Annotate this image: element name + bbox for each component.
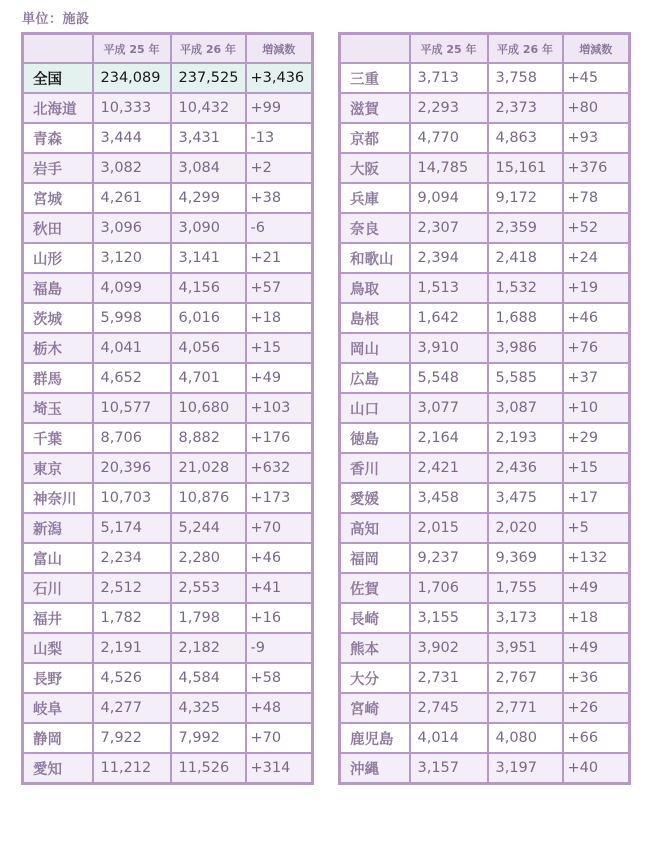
- h25-value-cell: 3,157: [410, 753, 488, 784]
- h26-value-cell: 2,359: [488, 213, 563, 243]
- h26-value-cell: 21,028: [171, 453, 246, 483]
- diff-value-cell: +49: [246, 363, 313, 393]
- prefecture-cell: 北海道: [23, 93, 93, 123]
- prefecture-cell: 静岡: [23, 723, 93, 753]
- h26-value-cell: 5,585: [488, 363, 563, 393]
- table-row: [340, 723, 630, 753]
- table-row: [340, 303, 630, 333]
- h25-value-cell: 2,293: [410, 93, 488, 123]
- h25-value-cell: 4,652: [93, 363, 171, 393]
- table-row: [23, 603, 313, 633]
- h26-value-cell: 2,418: [488, 243, 563, 273]
- h26-value-cell: 3,087: [488, 393, 563, 423]
- prefecture-cell: 香川: [340, 453, 410, 483]
- h26-value-cell: 4,863: [488, 123, 563, 153]
- prefecture-cell: 愛媛: [340, 483, 410, 513]
- prefecture-cell: 滋賀: [340, 93, 410, 123]
- h25-value-cell: 7,922: [93, 723, 171, 753]
- diff-value-cell: +24: [563, 243, 630, 273]
- diff-value-cell: +16: [246, 603, 313, 633]
- prefecture-cell: 青森: [23, 123, 93, 153]
- h26-value-cell: 3,758: [488, 63, 563, 93]
- h26-value-cell: 3,431: [171, 123, 246, 153]
- diff-value-cell: +58: [246, 663, 313, 693]
- table-row: [23, 273, 313, 303]
- prefecture-cell: 埼玉: [23, 393, 93, 423]
- h25-value-cell: 4,277: [93, 693, 171, 723]
- h25-value-cell: 8,706: [93, 423, 171, 453]
- header-h25: 平成 25 年: [93, 34, 171, 64]
- table-row: [23, 723, 313, 753]
- table-row: [23, 513, 313, 543]
- diff-value-cell: +103: [246, 393, 313, 423]
- table-row: [340, 573, 630, 603]
- prefecture-cell: 沖縄: [340, 753, 410, 784]
- h26-value-cell: 2,373: [488, 93, 563, 123]
- h25-value-cell: 10,703: [93, 483, 171, 513]
- diff-value-cell: +48: [246, 693, 313, 723]
- table-row: [340, 603, 630, 633]
- h26-value-cell: 2,553: [171, 573, 246, 603]
- diff-value-cell: +37: [563, 363, 630, 393]
- table-row: [23, 63, 313, 93]
- h25-value-cell: 1,513: [410, 273, 488, 303]
- table-row: [340, 123, 630, 153]
- table-row: [340, 273, 630, 303]
- prefecture-cell: 福井: [23, 603, 93, 633]
- diff-value-cell: +18: [246, 303, 313, 333]
- table-row: [340, 393, 630, 423]
- h25-value-cell: 4,770: [410, 123, 488, 153]
- header-h26: 平成 26 年: [488, 34, 563, 64]
- prefecture-cell: 長野: [23, 663, 93, 693]
- diff-value-cell: +93: [563, 123, 630, 153]
- diff-value-cell: +18: [563, 603, 630, 633]
- diff-value-cell: -6: [246, 213, 313, 243]
- diff-value-cell: +10: [563, 393, 630, 423]
- diff-value-cell: +176: [246, 423, 313, 453]
- table-row: [340, 213, 630, 243]
- prefecture-cell: 東京: [23, 453, 93, 483]
- h26-value-cell: 3,986: [488, 333, 563, 363]
- diff-value-cell: +3,436: [246, 63, 313, 93]
- header-pref: [23, 34, 93, 64]
- prefecture-cell: 新潟: [23, 513, 93, 543]
- h25-value-cell: 4,014: [410, 723, 488, 753]
- h25-value-cell: 3,902: [410, 633, 488, 663]
- h26-value-cell: 6,016: [171, 303, 246, 333]
- h25-value-cell: 3,082: [93, 153, 171, 183]
- h26-value-cell: 1,798: [171, 603, 246, 633]
- prefecture-cell: 愛知: [23, 753, 93, 784]
- h26-value-cell: 1,755: [488, 573, 563, 603]
- prefecture-cell: 兵庫: [340, 183, 410, 213]
- table-row: [340, 693, 630, 723]
- prefecture-cell: 大阪: [340, 153, 410, 183]
- diff-value-cell: +49: [563, 633, 630, 663]
- h26-value-cell: 3,084: [171, 153, 246, 183]
- prefecture-cell: 宮城: [23, 183, 93, 213]
- right-table: [338, 32, 631, 785]
- h25-value-cell: 2,307: [410, 213, 488, 243]
- h26-value-cell: 4,584: [171, 663, 246, 693]
- table-row: [340, 333, 630, 363]
- h26-value-cell: 10,876: [171, 483, 246, 513]
- prefecture-cell: 群馬: [23, 363, 93, 393]
- diff-value-cell: +57: [246, 273, 313, 303]
- h25-value-cell: 10,333: [93, 93, 171, 123]
- header-row: [23, 34, 313, 64]
- h26-value-cell: 2,182: [171, 633, 246, 663]
- h25-value-cell: 5,548: [410, 363, 488, 393]
- prefecture-cell: 岐阜: [23, 693, 93, 723]
- table-row: [23, 333, 313, 363]
- h26-value-cell: 2,767: [488, 663, 563, 693]
- h26-value-cell: 9,172: [488, 183, 563, 213]
- diff-value-cell: -9: [246, 633, 313, 663]
- h25-value-cell: 1,642: [410, 303, 488, 333]
- table-row: [23, 183, 313, 213]
- table-row: [23, 393, 313, 423]
- prefecture-cell: 茨城: [23, 303, 93, 333]
- h26-value-cell: 15,161: [488, 153, 563, 183]
- table-row: [23, 543, 313, 573]
- unit-label: 単位：施設: [22, 12, 90, 27]
- h26-value-cell: 3,951: [488, 633, 563, 663]
- h25-value-cell: 2,191: [93, 633, 171, 663]
- h25-value-cell: 3,096: [93, 213, 171, 243]
- h25-value-cell: 2,512: [93, 573, 171, 603]
- h26-value-cell: 10,432: [171, 93, 246, 123]
- table-row: [340, 243, 630, 273]
- diff-value-cell: +49: [563, 573, 630, 603]
- prefecture-cell: 徳島: [340, 423, 410, 453]
- diff-value-cell: +78: [563, 183, 630, 213]
- table-row: [340, 543, 630, 573]
- h26-value-cell: 5,244: [171, 513, 246, 543]
- h25-value-cell: 2,234: [93, 543, 171, 573]
- h26-value-cell: 3,141: [171, 243, 246, 273]
- h25-value-cell: 10,577: [93, 393, 171, 423]
- h26-value-cell: 4,325: [171, 693, 246, 723]
- h25-value-cell: 2,745: [410, 693, 488, 723]
- prefecture-cell: 熊本: [340, 633, 410, 663]
- diff-value-cell: +46: [563, 303, 630, 333]
- h26-value-cell: 4,156: [171, 273, 246, 303]
- h25-value-cell: 2,164: [410, 423, 488, 453]
- h25-value-cell: 4,099: [93, 273, 171, 303]
- h26-value-cell: 2,436: [488, 453, 563, 483]
- prefecture-cell: 神奈川: [23, 483, 93, 513]
- table-row: [23, 663, 313, 693]
- h26-value-cell: 9,369: [488, 543, 563, 573]
- table-row: [340, 753, 630, 784]
- h26-value-cell: 3,173: [488, 603, 563, 633]
- diff-value-cell: +15: [563, 453, 630, 483]
- prefecture-cell: 福岡: [340, 543, 410, 573]
- table-row: [23, 123, 313, 153]
- diff-value-cell: +38: [246, 183, 313, 213]
- prefecture-cell: 京都: [340, 123, 410, 153]
- left-table: [21, 32, 314, 785]
- h25-value-cell: 3,458: [410, 483, 488, 513]
- table-row: [23, 483, 313, 513]
- prefecture-cell: 石川: [23, 573, 93, 603]
- h26-value-cell: 1,688: [488, 303, 563, 333]
- diff-value-cell: +21: [246, 243, 313, 273]
- table-row: [23, 693, 313, 723]
- table-row: [23, 423, 313, 453]
- table-row: [340, 63, 630, 93]
- prefecture-cell: 三重: [340, 63, 410, 93]
- diff-value-cell: +173: [246, 483, 313, 513]
- table-row: [340, 453, 630, 483]
- h25-value-cell: 234,089: [93, 63, 171, 93]
- diff-value-cell: +46: [246, 543, 313, 573]
- diff-value-cell: +45: [563, 63, 630, 93]
- h25-value-cell: 4,041: [93, 333, 171, 363]
- diff-value-cell: +376: [563, 153, 630, 183]
- diff-value-cell: +2: [246, 153, 313, 183]
- table-row: [340, 93, 630, 123]
- h25-value-cell: 2,731: [410, 663, 488, 693]
- h25-value-cell: 3,155: [410, 603, 488, 633]
- prefecture-cell: 秋田: [23, 213, 93, 243]
- table-row: [23, 363, 313, 393]
- header-diff: 増減数: [246, 34, 313, 64]
- h26-value-cell: 4,299: [171, 183, 246, 213]
- table-row: [23, 243, 313, 273]
- header-h26: 平成 26 年: [171, 34, 246, 64]
- table-row: [23, 453, 313, 483]
- h25-value-cell: 3,077: [410, 393, 488, 423]
- h26-value-cell: 2,193: [488, 423, 563, 453]
- h25-value-cell: 3,713: [410, 63, 488, 93]
- diff-value-cell: +40: [563, 753, 630, 784]
- table-row: [340, 183, 630, 213]
- header-diff: 増減数: [563, 34, 630, 64]
- prefecture-cell: 富山: [23, 543, 93, 573]
- h25-value-cell: 14,785: [410, 153, 488, 183]
- diff-value-cell: +70: [246, 513, 313, 543]
- h26-value-cell: 4,080: [488, 723, 563, 753]
- h26-value-cell: 3,197: [488, 753, 563, 784]
- h26-value-cell: 3,475: [488, 483, 563, 513]
- diff-value-cell: +52: [563, 213, 630, 243]
- table-row: [340, 663, 630, 693]
- prefecture-cell: 岩手: [23, 153, 93, 183]
- diff-value-cell: +36: [563, 663, 630, 693]
- table-row: [340, 483, 630, 513]
- table-row: [23, 753, 313, 784]
- h25-value-cell: 3,120: [93, 243, 171, 273]
- h25-value-cell: 3,444: [93, 123, 171, 153]
- h25-value-cell: 4,261: [93, 183, 171, 213]
- prefecture-cell: 岡山: [340, 333, 410, 363]
- prefecture-cell: 山口: [340, 393, 410, 423]
- prefecture-cell: 全国: [23, 63, 93, 93]
- diff-value-cell: +132: [563, 543, 630, 573]
- table-row: [23, 633, 313, 663]
- diff-value-cell: +70: [246, 723, 313, 753]
- h26-value-cell: 8,882: [171, 423, 246, 453]
- prefecture-cell: 千葉: [23, 423, 93, 453]
- diff-value-cell: +5: [563, 513, 630, 543]
- diff-value-cell: +19: [563, 273, 630, 303]
- header-row: [340, 34, 630, 64]
- h26-value-cell: 1,532: [488, 273, 563, 303]
- h26-value-cell: 2,280: [171, 543, 246, 573]
- h25-value-cell: 5,174: [93, 513, 171, 543]
- h26-value-cell: 10,680: [171, 393, 246, 423]
- table-row: [340, 633, 630, 663]
- table-row: [340, 423, 630, 453]
- table-row: [23, 153, 313, 183]
- prefecture-cell: 佐賀: [340, 573, 410, 603]
- header-h25: 平成 25 年: [410, 34, 488, 64]
- prefecture-cell: 栃木: [23, 333, 93, 363]
- prefecture-cell: 山形: [23, 243, 93, 273]
- table-row: [23, 573, 313, 603]
- table-row: [340, 153, 630, 183]
- h26-value-cell: 4,056: [171, 333, 246, 363]
- h26-value-cell: 2,020: [488, 513, 563, 543]
- h25-value-cell: 2,421: [410, 453, 488, 483]
- h25-value-cell: 2,015: [410, 513, 488, 543]
- table-row: [23, 93, 313, 123]
- diff-value-cell: +15: [246, 333, 313, 363]
- prefecture-cell: 奈良: [340, 213, 410, 243]
- header-pref: [340, 34, 410, 64]
- h25-value-cell: 20,396: [93, 453, 171, 483]
- h26-value-cell: 3,090: [171, 213, 246, 243]
- diff-value-cell: +66: [563, 723, 630, 753]
- h26-value-cell: 4,701: [171, 363, 246, 393]
- table-row: [23, 213, 313, 243]
- h26-value-cell: 7,992: [171, 723, 246, 753]
- prefecture-cell: 和歌山: [340, 243, 410, 273]
- table-row: [340, 513, 630, 543]
- diff-value-cell: +99: [246, 93, 313, 123]
- h25-value-cell: 3,910: [410, 333, 488, 363]
- prefecture-cell: 高知: [340, 513, 410, 543]
- h26-value-cell: 2,771: [488, 693, 563, 723]
- h26-value-cell: 237,525: [171, 63, 246, 93]
- diff-value-cell: +76: [563, 333, 630, 363]
- diff-value-cell: +314: [246, 753, 313, 784]
- prefecture-cell: 島根: [340, 303, 410, 333]
- table-row: [23, 303, 313, 333]
- table-row: [340, 363, 630, 393]
- h25-value-cell: 1,706: [410, 573, 488, 603]
- h25-value-cell: 1,782: [93, 603, 171, 633]
- h25-value-cell: 4,526: [93, 663, 171, 693]
- diff-value-cell: +29: [563, 423, 630, 453]
- h26-value-cell: 11,526: [171, 753, 246, 784]
- prefecture-cell: 宮崎: [340, 693, 410, 723]
- h25-value-cell: 5,998: [93, 303, 171, 333]
- diff-value-cell: +26: [563, 693, 630, 723]
- prefecture-cell: 鳥取: [340, 273, 410, 303]
- diff-value-cell: +632: [246, 453, 313, 483]
- prefecture-cell: 山梨: [23, 633, 93, 663]
- diff-value-cell: +80: [563, 93, 630, 123]
- prefecture-cell: 鹿児島: [340, 723, 410, 753]
- diff-value-cell: +41: [246, 573, 313, 603]
- h25-value-cell: 9,094: [410, 183, 488, 213]
- h25-value-cell: 2,394: [410, 243, 488, 273]
- prefecture-cell: 福島: [23, 273, 93, 303]
- diff-value-cell: -13: [246, 123, 313, 153]
- diff-value-cell: +17: [563, 483, 630, 513]
- h25-value-cell: 11,212: [93, 753, 171, 784]
- prefecture-cell: 長崎: [340, 603, 410, 633]
- prefecture-cell: 大分: [340, 663, 410, 693]
- prefecture-cell: 広島: [340, 363, 410, 393]
- h25-value-cell: 9,237: [410, 543, 488, 573]
